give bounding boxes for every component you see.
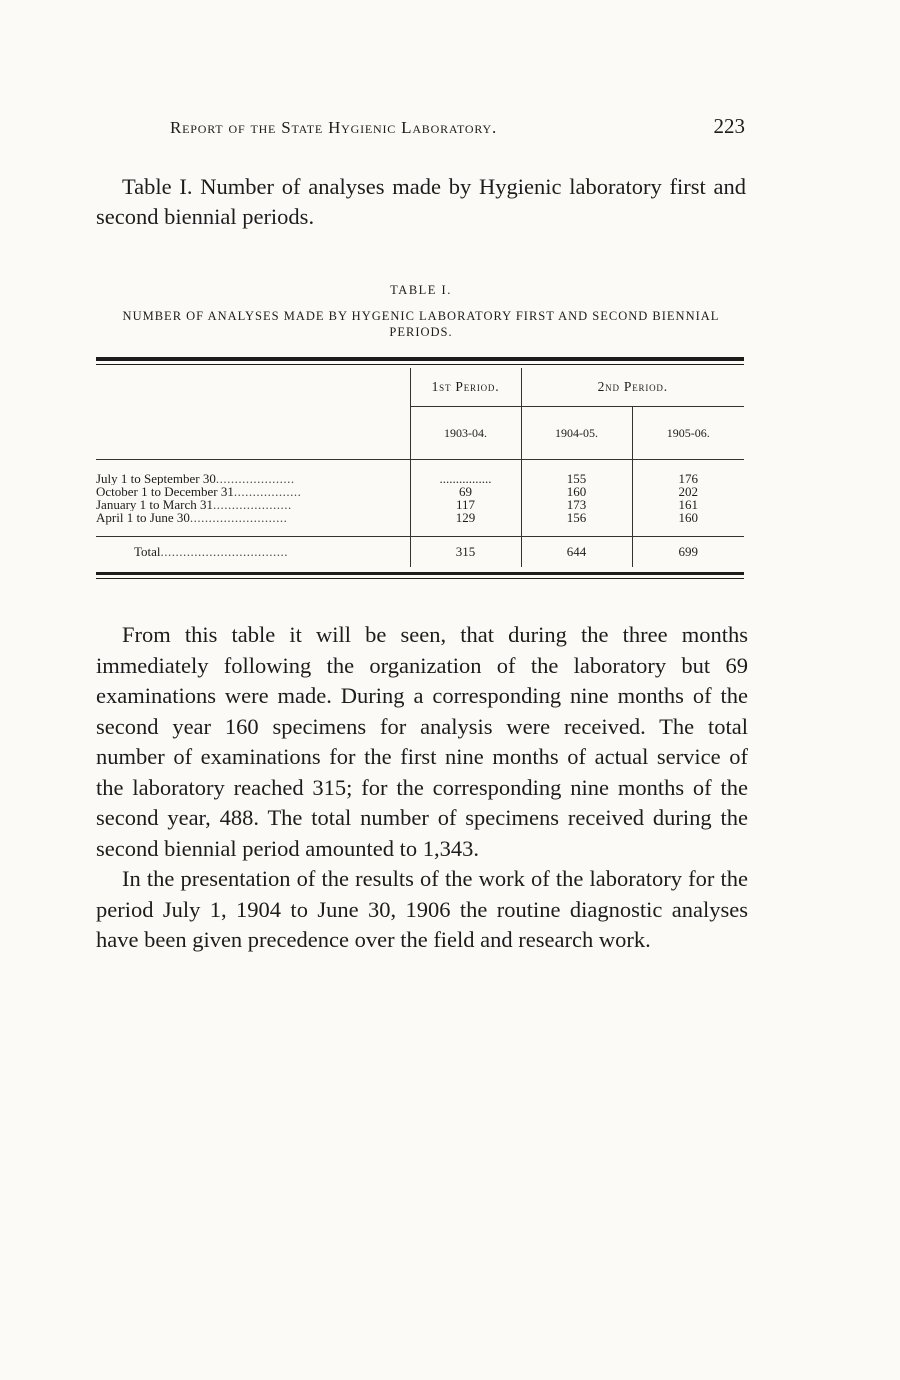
running-head-title: Report of the State Hygienic Laboratory. [170, 118, 498, 137]
cell: 202 [632, 485, 744, 498]
total-cell: 644 [521, 537, 632, 568]
row-label: January 1 to March 31 [96, 498, 213, 511]
table-caption [96, 282, 746, 340]
paragraph: In the presentation of the results of the work of the laboratory for the period July 1, 1904 to June 30, 1906 the routine diagnostic analyses have been given precedence over the field and research work. [96, 866, 748, 952]
cell: 117 [410, 498, 521, 511]
row-label: October 1 to December 31 [96, 485, 234, 498]
table-title: NUMBER OF ANALYSES MADE BY HYGENIC LABORATORY FIRST AND SECOND BIENNIAL PERIODS. [122, 309, 720, 339]
total-cell: 315 [410, 537, 521, 568]
cell: 156 [521, 511, 632, 537]
header-year-3: 1905-06. [632, 407, 744, 460]
cell: 160 [632, 511, 744, 537]
table-header-periods [96, 368, 744, 407]
cell: 155 [521, 460, 632, 486]
table-header-years [96, 407, 744, 460]
analyses-table [96, 368, 744, 567]
header-period-2: 2nd Period. [521, 368, 744, 407]
body-text [96, 620, 748, 956]
intro-paragraph: Table I. Number of analyses made by Hygienic laboratory first and second biennial periods. [96, 174, 746, 229]
cell: 129 [410, 511, 521, 537]
table-total-row: Total.................................. 315 644 699 [96, 537, 744, 568]
header-year-1: 1903-04. [410, 407, 521, 460]
header-year-2: 1904-05. [521, 407, 632, 460]
header-period-1: 1st Period. [410, 368, 521, 407]
table-label: TABLE I. [390, 283, 452, 297]
cell: 69 [410, 485, 521, 498]
table-top-rule-thin [96, 364, 744, 365]
table-row: April 1 to June 30.......................... 129 156 160 [96, 511, 744, 537]
paragraph: From this table it will be seen, that during the three months immediately following the organization of the laboratory but 69 examinations were made. During a corresponding nine months of the second year 160 specimens for analysis were received. The total number of examinations for the first nine months of actual service of the laboratory reached 315; for the corresponding nine months of the second year, 488. The total number of specimens received during the second biennial period amounted to 1,343. [96, 622, 748, 861]
row-label: July 1 to September 30 [96, 471, 216, 485]
table-row: July 1 to September 30..................... ................ 155 176 [96, 460, 744, 486]
table-row: January 1 to March 31..................... 117 173 161 [96, 498, 744, 511]
table-top-rule-thick [96, 357, 744, 361]
total-cell: 699 [632, 537, 744, 568]
cell: 161 [632, 498, 744, 511]
total-label: Total [134, 544, 161, 559]
cell: 160 [521, 485, 632, 498]
table-bottom-rule-thin [96, 578, 744, 579]
table-row: October 1 to December 31.................. 69 160 202 [96, 485, 744, 498]
row-label: April 1 to June 30 [96, 511, 190, 525]
cell: 173 [521, 498, 632, 511]
page-number: 223 [713, 114, 745, 138]
table-bottom-rule-thick [96, 572, 744, 575]
cell: 176 [632, 460, 744, 486]
